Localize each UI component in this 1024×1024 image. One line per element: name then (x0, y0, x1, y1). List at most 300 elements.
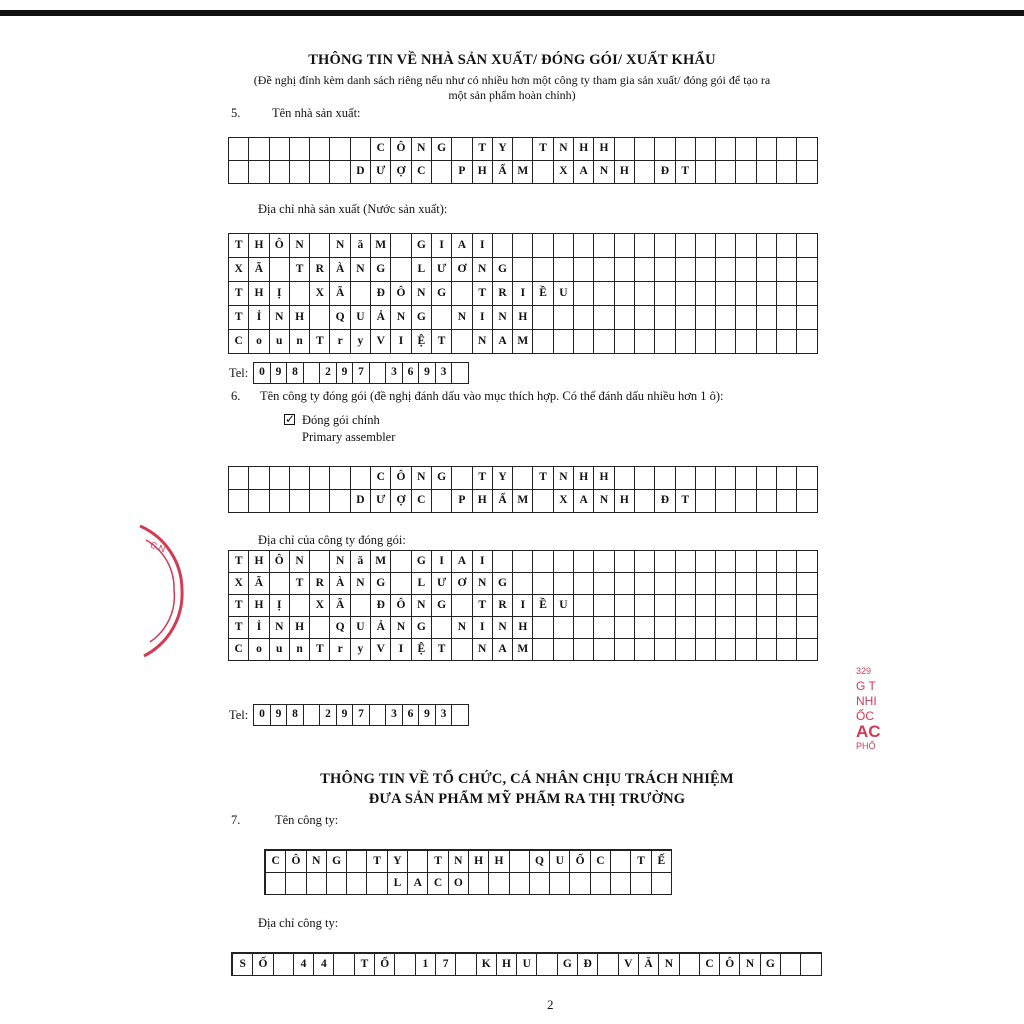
char-box (777, 282, 797, 306)
char-box (777, 573, 797, 595)
char-box: N (473, 330, 493, 354)
char-box (554, 551, 574, 573)
char-box: N (330, 234, 350, 258)
char-box: M (513, 330, 533, 354)
char-box (631, 873, 651, 895)
char-box: Ị (270, 282, 290, 306)
char-box: T (631, 851, 651, 873)
char-box: T (310, 330, 330, 354)
char-box: 1 (416, 954, 436, 976)
char-box (797, 138, 817, 161)
tel-digit-box: 2 (320, 705, 337, 725)
char-box (757, 639, 777, 661)
char-box: N (473, 639, 493, 661)
item5-tel-label: Tel: (229, 365, 249, 380)
char-box: N (473, 258, 493, 282)
char-box (452, 282, 472, 306)
char-box (594, 258, 614, 282)
char-box (510, 873, 530, 895)
char-box: À (330, 258, 350, 282)
char-box (537, 954, 557, 976)
char-box: H (249, 234, 269, 258)
char-box: N (493, 306, 513, 330)
char-box: I (432, 551, 452, 573)
item5-label: Tên nhà sản xuất: (272, 106, 361, 120)
section-a-title: THÔNG TIN VỀ NHÀ SẢN XUẤT/ ĐÓNG GÓI/ XUẤT KHẨU (308, 52, 716, 68)
char-box (797, 551, 817, 573)
char-box (391, 551, 411, 573)
char-box: Ã (249, 573, 269, 595)
char-box: X (554, 161, 574, 184)
char-box: N (270, 306, 290, 330)
tel-digit-box: 9 (271, 705, 288, 725)
char-box (574, 234, 594, 258)
char-box (757, 330, 777, 354)
char-box (391, 234, 411, 258)
char-box: Ị (270, 595, 290, 617)
item5-manufacturer-name-grid (228, 137, 818, 184)
char-box (594, 234, 614, 258)
char-box: H (513, 306, 533, 330)
char-box: N (659, 954, 679, 976)
right-stamp-line: PHỐ (856, 741, 876, 751)
char-box: Ă (639, 954, 659, 976)
char-box: N (452, 617, 472, 639)
char-box (286, 873, 306, 895)
char-box (391, 573, 411, 595)
char-box: G (432, 595, 452, 617)
top-border (0, 10, 1024, 16)
char-box: H (615, 490, 635, 513)
char-box: 4 (314, 954, 334, 976)
char-box (757, 282, 777, 306)
item6-label: Tên công ty đóng gói (đề nghị đánh dấu vào mục thích hợp. Có thể đánh dấu nhiều hơn 1 ô): (260, 389, 724, 403)
char-box: T (367, 851, 387, 873)
char-box (290, 161, 310, 184)
char-box: Ợ (391, 490, 411, 513)
char-box (310, 234, 330, 258)
section-a-note-line1: (Đề nghị đính kèm danh sách riêng nếu như có nhiều hơn một công ty tham gia sản xuất/ đóng gói để tạo ra (253, 73, 771, 87)
char-box: G (412, 306, 432, 330)
item6-address-label: Địa chỉ của công ty đóng gói: (258, 533, 406, 547)
tel-digit-box (452, 363, 469, 383)
char-box (533, 330, 553, 354)
char-box: T (229, 234, 249, 258)
char-box (777, 258, 797, 282)
char-box (696, 330, 716, 354)
char-box: H (473, 490, 493, 513)
char-box (310, 490, 330, 513)
char-box: Ợ (391, 161, 411, 184)
right-stamp-line: G T (856, 679, 876, 693)
char-box: H (594, 138, 614, 161)
char-box (270, 467, 290, 490)
char-box (696, 639, 716, 661)
char-box (635, 573, 655, 595)
char-box: T (229, 617, 249, 639)
char-box: T (290, 258, 310, 282)
char-box (781, 954, 801, 976)
char-box: L (412, 573, 432, 595)
char-box: O (449, 873, 469, 895)
char-box: P (452, 490, 472, 513)
char-box: ă (351, 234, 371, 258)
char-box (797, 282, 817, 306)
char-box (777, 617, 797, 639)
char-box (290, 138, 310, 161)
char-box: Ố (570, 851, 590, 873)
char-box (290, 467, 310, 490)
char-box (591, 873, 611, 895)
char-box (757, 467, 777, 490)
item6-tel-label: Tel: (229, 707, 249, 722)
char-box (777, 234, 797, 258)
char-box (249, 138, 269, 161)
char-box (615, 282, 635, 306)
char-box: Ơ (452, 573, 472, 595)
checkmark-icon: ✓ (285, 412, 296, 426)
section-b-title-line1: THÔNG TIN VỀ TỔ CHỨC, CÁ NHÂN CHỊU TRÁCH NHIỆM (320, 771, 734, 787)
char-box: N (554, 467, 574, 490)
char-box: Ổ (375, 954, 395, 976)
char-box (432, 617, 452, 639)
char-box (635, 467, 655, 490)
char-box (716, 330, 736, 354)
char-box (513, 551, 533, 573)
char-box (676, 639, 696, 661)
item6-tel-grid (253, 704, 469, 726)
char-box (452, 330, 472, 354)
tel-digit-box: 9 (419, 363, 436, 383)
char-box (533, 161, 553, 184)
char-box (696, 573, 716, 595)
char-box (777, 490, 797, 513)
char-box: y (351, 639, 371, 661)
char-box (635, 490, 655, 513)
char-box: G (412, 617, 432, 639)
char-box (347, 873, 367, 895)
char-box (635, 639, 655, 661)
char-box (330, 138, 350, 161)
char-box: Ỉ (249, 306, 269, 330)
char-box (533, 617, 553, 639)
char-box (696, 490, 716, 513)
char-box (736, 573, 756, 595)
primary-assembler-checkbox[interactable] (284, 414, 295, 425)
char-box: Ề (533, 595, 553, 617)
char-box (716, 617, 736, 639)
char-box: M (513, 161, 533, 184)
char-box: G (412, 234, 432, 258)
char-box (777, 161, 797, 184)
char-box (696, 234, 716, 258)
item6-number: 6. (231, 389, 241, 403)
char-box (574, 306, 594, 330)
char-box: U (351, 617, 371, 639)
char-box (310, 467, 330, 490)
char-box (266, 873, 286, 895)
char-box (310, 617, 330, 639)
char-box: S (233, 954, 253, 976)
char-box: r (330, 330, 350, 354)
char-box: G (761, 954, 781, 976)
char-box (615, 551, 635, 573)
right-stamp-line: ỐC (856, 709, 874, 723)
char-box (351, 467, 371, 490)
section-b-title-line2: ĐƯA SẢN PHẨM MỸ PHẨM RA THỊ TRƯỜNG (368, 791, 686, 807)
char-box: Ơ (452, 258, 472, 282)
char-box (655, 617, 675, 639)
char-box (570, 873, 590, 895)
char-box: H (594, 467, 614, 490)
char-box (615, 639, 635, 661)
char-box (334, 954, 354, 976)
char-box (615, 306, 635, 330)
char-box: R (493, 595, 513, 617)
char-box: o (249, 639, 269, 661)
char-box: A (452, 234, 472, 258)
char-box (290, 282, 310, 306)
char-box: Ố (253, 954, 273, 976)
char-box (432, 306, 452, 330)
item5-tel (229, 362, 469, 384)
char-box (655, 306, 675, 330)
char-box: Ô (720, 954, 740, 976)
char-box (574, 258, 594, 282)
char-box: I (432, 234, 452, 258)
char-box: T (229, 595, 249, 617)
char-box: H (249, 551, 269, 573)
item5-address-grid (228, 233, 818, 354)
char-box (554, 306, 574, 330)
char-box (736, 258, 756, 282)
char-box (452, 138, 472, 161)
char-box (351, 595, 371, 617)
item6-address-grid (228, 550, 818, 661)
char-box: G (432, 138, 452, 161)
char-box (594, 551, 614, 573)
char-box (676, 573, 696, 595)
char-box: H (249, 282, 269, 306)
char-box: N (330, 551, 350, 573)
char-box (777, 138, 797, 161)
tel-digit-box: 3 (386, 363, 403, 383)
char-box (716, 490, 736, 513)
char-box: y (351, 330, 371, 354)
char-box: U (554, 282, 574, 306)
tel-digit-box: 8 (287, 363, 304, 383)
char-box (513, 234, 533, 258)
char-box: Ư (432, 258, 452, 282)
tel-digit-box: 0 (254, 705, 271, 725)
tel-digit-box: 9 (419, 705, 436, 725)
char-box: T (355, 954, 375, 976)
char-box (716, 306, 736, 330)
char-box: I (473, 617, 493, 639)
char-box (533, 573, 553, 595)
char-box (716, 573, 736, 595)
left-stamp (120, 520, 188, 660)
char-box (676, 617, 696, 639)
char-box (797, 467, 817, 490)
char-box (777, 595, 797, 617)
char-box (456, 954, 476, 976)
char-box (797, 639, 817, 661)
char-box (696, 138, 716, 161)
char-box: I (391, 330, 411, 354)
char-box (351, 282, 371, 306)
char-box (655, 138, 675, 161)
char-box: Ẩ (493, 490, 513, 513)
char-box (797, 617, 817, 639)
char-box: Ô (270, 234, 290, 258)
char-box: N (412, 467, 432, 490)
char-box: Y (493, 138, 513, 161)
right-stamp-line: NHI (856, 694, 877, 708)
char-box: I (473, 306, 493, 330)
char-box (696, 467, 716, 490)
char-box: H (249, 595, 269, 617)
char-box (797, 161, 817, 184)
char-box (655, 467, 675, 490)
char-box: H (473, 161, 493, 184)
char-box (716, 234, 736, 258)
char-box (635, 234, 655, 258)
char-box (330, 490, 350, 513)
char-box (777, 330, 797, 354)
char-box (554, 639, 574, 661)
char-box: L (388, 873, 408, 895)
char-box: ă (351, 551, 371, 573)
char-box (469, 873, 489, 895)
char-box (330, 467, 350, 490)
char-box (615, 138, 635, 161)
char-box: T (432, 330, 452, 354)
char-box (310, 551, 330, 573)
char-box (676, 467, 696, 490)
char-box: I (513, 595, 533, 617)
char-box (270, 161, 290, 184)
char-box: A (574, 490, 594, 513)
char-box: N (391, 306, 411, 330)
char-box (367, 873, 387, 895)
char-box: Ế (652, 851, 672, 873)
char-box (533, 234, 553, 258)
char-box (676, 306, 696, 330)
char-box (594, 330, 614, 354)
char-box: T (473, 282, 493, 306)
char-box: N (351, 258, 371, 282)
char-box: P (452, 161, 472, 184)
char-box (574, 551, 594, 573)
char-box (274, 954, 294, 976)
char-box: I (513, 282, 533, 306)
primary-assembler-label: Đóng gói chính (302, 413, 380, 427)
char-box (736, 161, 756, 184)
char-box (307, 873, 327, 895)
char-box: G (432, 467, 452, 490)
char-box: Ô (391, 595, 411, 617)
char-box: T (229, 551, 249, 573)
char-box (290, 595, 310, 617)
char-box (574, 573, 594, 595)
char-box: C (428, 873, 448, 895)
char-box (513, 138, 533, 161)
char-box: T (473, 595, 493, 617)
char-box (797, 306, 817, 330)
char-box (290, 490, 310, 513)
char-box (594, 306, 614, 330)
char-box: N (452, 306, 472, 330)
char-box: Q (530, 851, 550, 873)
tel-digit-box (304, 705, 321, 725)
tel-digit-box: 7 (353, 363, 370, 383)
item7-label: Tên công ty: (275, 813, 339, 827)
char-box: M (513, 490, 533, 513)
char-box (655, 573, 675, 595)
char-box (797, 490, 817, 513)
char-box (757, 573, 777, 595)
char-box: A (452, 551, 472, 573)
char-box (757, 617, 777, 639)
char-box (801, 954, 821, 976)
char-box: R (493, 282, 513, 306)
char-box: V (371, 639, 391, 661)
char-box: À (330, 573, 350, 595)
char-box: N (594, 161, 614, 184)
char-box (696, 306, 716, 330)
char-box (736, 490, 756, 513)
tel-digit-box: 6 (403, 705, 420, 725)
char-box (635, 161, 655, 184)
char-box: N (290, 234, 310, 258)
char-box (696, 617, 716, 639)
char-box (757, 138, 777, 161)
item6-assembler-name-grid (228, 466, 818, 513)
char-box (270, 573, 290, 595)
char-box: R (310, 258, 330, 282)
tel-digit-box (452, 705, 469, 725)
char-box (736, 551, 756, 573)
char-box: A (574, 161, 594, 184)
char-box (351, 138, 371, 161)
char-box: N (449, 851, 469, 873)
char-box: N (412, 282, 432, 306)
char-box: H (489, 851, 509, 873)
char-box: X (310, 282, 330, 306)
char-box (635, 595, 655, 617)
char-box (736, 306, 756, 330)
char-box: G (493, 573, 513, 595)
tel-digit-box: 7 (353, 705, 370, 725)
char-box (594, 573, 614, 595)
char-box (757, 595, 777, 617)
char-box: n (290, 639, 310, 661)
char-box (777, 467, 797, 490)
char-box: Y (493, 467, 513, 490)
char-box (432, 490, 452, 513)
char-box: C (229, 639, 249, 661)
char-box (533, 258, 553, 282)
tel-digit-box: 0 (254, 363, 271, 383)
char-box: Ô (286, 851, 306, 873)
char-box (676, 234, 696, 258)
char-box (594, 595, 614, 617)
char-box (249, 490, 269, 513)
char-box: C (700, 954, 720, 976)
char-box: R (310, 573, 330, 595)
char-box (676, 330, 696, 354)
